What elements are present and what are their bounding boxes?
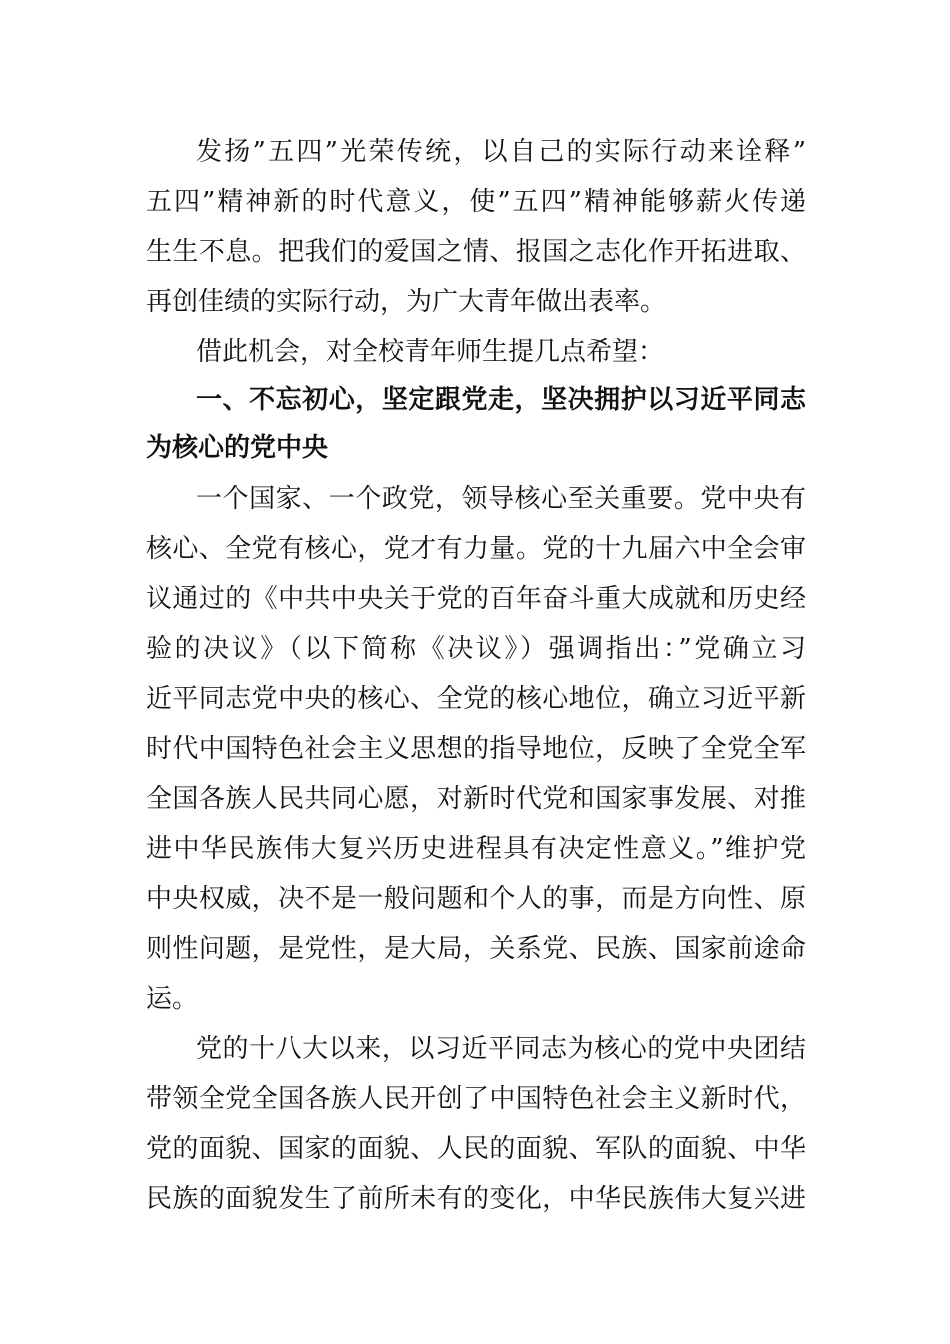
- text-line: 再创佳绩的实际行动，为广大青年做出表率。: [146, 287, 667, 317]
- text-line: 时代中国特色社会主义思想的指导地位，反映了全党全军: [146, 734, 806, 764]
- section-heading: 为核心的党中央: [146, 433, 329, 463]
- text-line: 党的十八大以来，以习近平同志为核心的党中央团结: [196, 1034, 806, 1064]
- text-line: 近平同志党中央的核心、全党的核心地位，确立习近平新: [146, 684, 806, 714]
- text-line: 借此机会，对全校青年师生提几点希望：: [196, 337, 665, 367]
- text-line: 则性问题，是党性，是大局，关系党、民族、国家前途命: [146, 934, 806, 964]
- text-line: 核心、全党有核心，党才有力量。党的十九届六中全会审: [146, 534, 806, 564]
- text-line: 带领全党全国各族人民开创了中国特色社会主义新时代，: [146, 1084, 806, 1114]
- text-line: 发扬”五四”光荣传统，以自己的实际行动来诠释”: [196, 137, 806, 167]
- text-line: 党的面貌、国家的面貌、人民的面貌、军队的面貌、中华: [146, 1134, 806, 1164]
- section-heading: 一、不忘初心，坚定跟党走，坚决拥护以习近平同志: [196, 385, 806, 415]
- text-line: 生生不息。把我们的爱国之情、报国之志化作开拓进取、: [146, 237, 806, 267]
- text-line: 五四”精神新的时代意义，使”五四”精神能够薪火传递: [146, 187, 806, 217]
- text-line: 一个国家、一个政党，领导核心至关重要。党中央有: [196, 484, 806, 514]
- text-line: 验的决议》（以下简称《决议》）强调指出：”党确立习: [146, 634, 806, 664]
- text-line: 民族的面貌发生了前所未有的变化，中华民族伟大复兴进: [146, 1184, 806, 1214]
- text-line: 全国各族人民共同心愿，对新时代党和国家事发展、对推: [146, 784, 806, 814]
- text-line: 进中华民族伟大复兴历史进程具有决定性意义。”维护党: [146, 834, 806, 864]
- text-line: 运。: [146, 984, 199, 1014]
- text-line: 议通过的《中共中央关于党的百年奋斗重大成就和历史经: [146, 584, 806, 614]
- text-line: 中央权威，决不是一般问题和个人的事，而是方向性、原: [146, 884, 806, 914]
